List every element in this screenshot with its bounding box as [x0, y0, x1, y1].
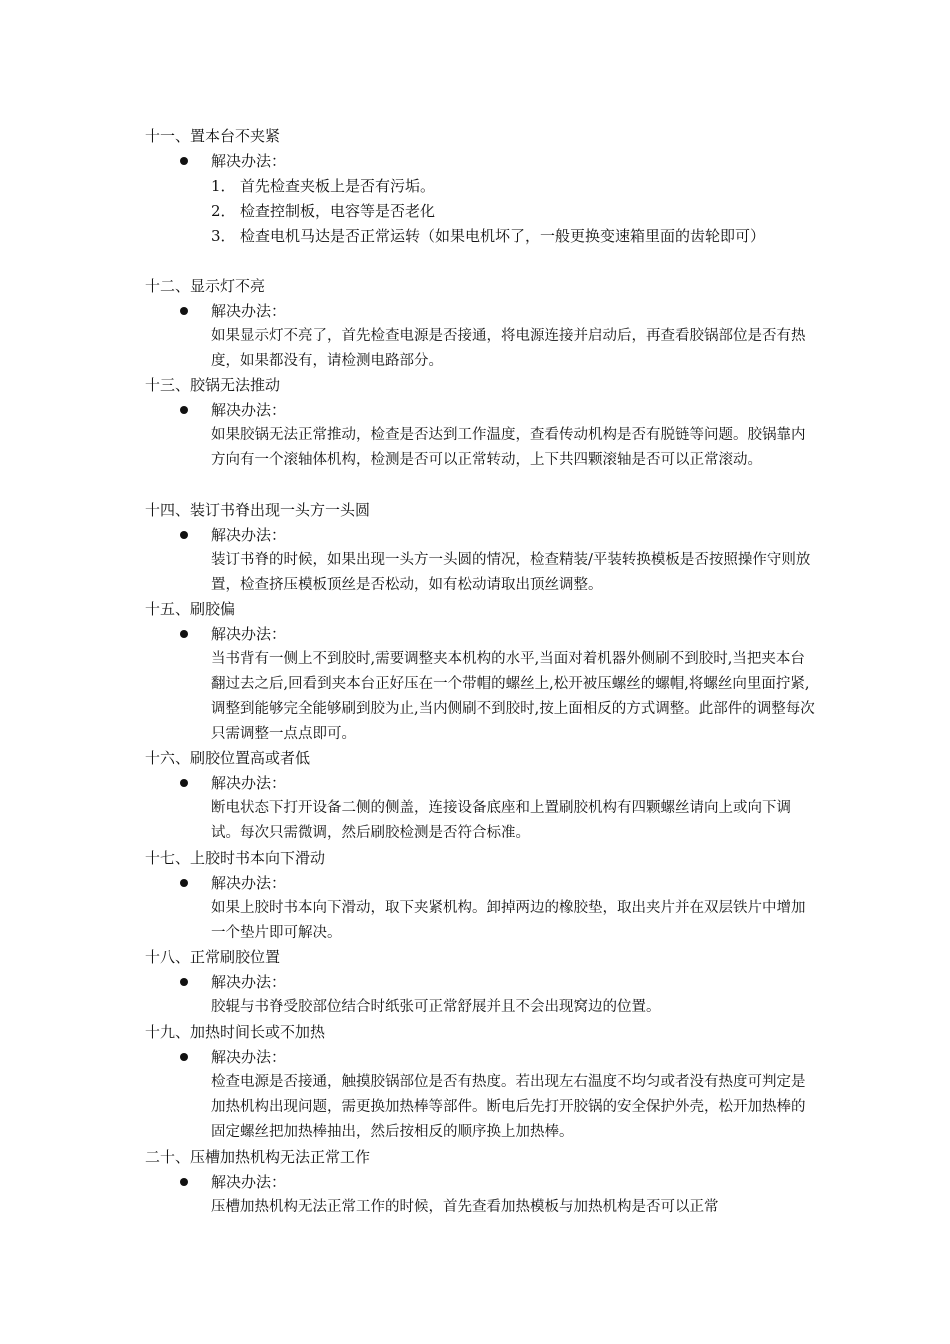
section-heading: 十二、显示灯不亮 [145, 277, 266, 295]
solution-label: 解决办法： [211, 973, 287, 991]
solution-label: 解决办法： [211, 401, 287, 419]
bullet-icon [180, 630, 188, 638]
bullet-icon [180, 1053, 188, 1061]
bullet-icon [180, 157, 188, 165]
section-heading: 十六、刷胶位置高或者低 [145, 749, 311, 767]
step-number: 2． [211, 202, 236, 220]
step-text: 检查控制板，电容等是否老化 [240, 202, 436, 220]
solution-text: 当书背有一侧上不到胶时,需要调整夹本机构的水平,当面对着机器外侧刷不到胶时,当把夹本台翻过去之后,回看到夹本台正好压在一个带帽的螺丝上,松开被压螺丝的螺帽,将螺丝向里面拧紧,调整到能够完全能够刷到胶为止,当内侧刷不到胶时,按上面相反的方式调整。此部件的调整每次只需调整一点点即可。 [211, 651, 815, 742]
step-text: 检查电机马达是否正常运转（如果电机坏了，一般更换变速箱里面的齿轮即可） [240, 227, 766, 245]
solution-label: 解决办法： [211, 1048, 287, 1066]
solution-text: 断电状态下打开设备二侧的侧盖，连接设备底座和上置刷胶机构有四颗螺丝请向上或向下调试。每次只需微调，然后刷胶检测是否符合标准。 [211, 800, 791, 841]
solution-label: 解决办法： [211, 302, 287, 320]
section-heading: 十八、正常刷胶位置 [145, 948, 281, 966]
section-heading: 十七、上胶时书本向下滑动 [145, 849, 326, 867]
step-number: 1． [211, 177, 236, 195]
bullet-icon [180, 406, 188, 414]
bullet-icon [180, 307, 188, 315]
bullet-icon [180, 531, 188, 539]
section-heading: 十五、刷胶偏 [145, 600, 236, 618]
section-heading: 二十、压槽加热机构无法正常工作 [145, 1148, 371, 1166]
step-text: 首先检查夹板上是否有污垢。 [240, 177, 436, 195]
solution-text: 如果显示灯不亮了，首先检查电源是否接通，将电源连接并启动后，再查看胶锅部位是否有热度，如果都没有，请检测电路部分。 [211, 328, 806, 369]
solution-text: 如果胶锅无法正常推动，检查是否达到工作温度，查看传动机构是否有脱链等问题。胶锅靠内方向有一个滚轴体机构，检测是否可以正常转动，上下共四颗滚轴是否可以正常滚动。 [211, 427, 806, 468]
bullet-icon [180, 1178, 188, 1186]
solution-text: 装订书脊的时候，如果出现一头方一头圆的情况，检查精装/平装转换模板是否按照操作守则放置，检查挤压模板顶丝是否松动，如有松动请取出顶丝调整。 [211, 552, 811, 593]
solution-text: 压槽加热机构无法正常工作的时候，首先查看加热模板与加热机构是否可以正常 [211, 1199, 719, 1215]
solution-label: 解决办法： [211, 874, 287, 892]
bullet-icon [180, 879, 188, 887]
step-number: 3． [211, 227, 236, 245]
solution-label: 解决办法： [211, 625, 287, 643]
solution-label: 解决办法： [211, 526, 287, 544]
solution-text: 如果上胶时书本向下滑动，取下夹紧机构。卸掉两边的橡胶垫，取出夹片并在双层铁片中增加一个垫片即可解决。 [211, 900, 806, 941]
solution-text: 胶辊与书脊受胶部位结合时纸张可正常舒展并且不会出现窝边的位置。 [211, 999, 661, 1015]
bullet-icon [180, 978, 188, 986]
section-heading: 十三、胶锅无法推动 [145, 376, 281, 394]
solution-label: 解决办法： [211, 1173, 287, 1191]
solution-label: 解决办法： [211, 152, 287, 170]
section-heading: 十一、置本台不夹紧 [145, 127, 281, 145]
section-heading: 十九、加热时间长或不加热 [145, 1023, 326, 1041]
bullet-icon [180, 779, 188, 787]
solution-label: 解决办法： [211, 774, 287, 792]
section-heading: 十四、装订书脊出现一头方一头圆 [145, 501, 371, 519]
solution-text: 检查电源是否接通，触摸胶锅部位是否有热度。若出现左右温度不均匀或者没有热度可判定是加热机构出现问题，需更换加热棒等部件。断电后先打开胶锅的安全保护外壳，松开加热棒的固定螺丝把加热棒抽出，然后按相反的顺序换上加热棒。 [211, 1074, 806, 1140]
